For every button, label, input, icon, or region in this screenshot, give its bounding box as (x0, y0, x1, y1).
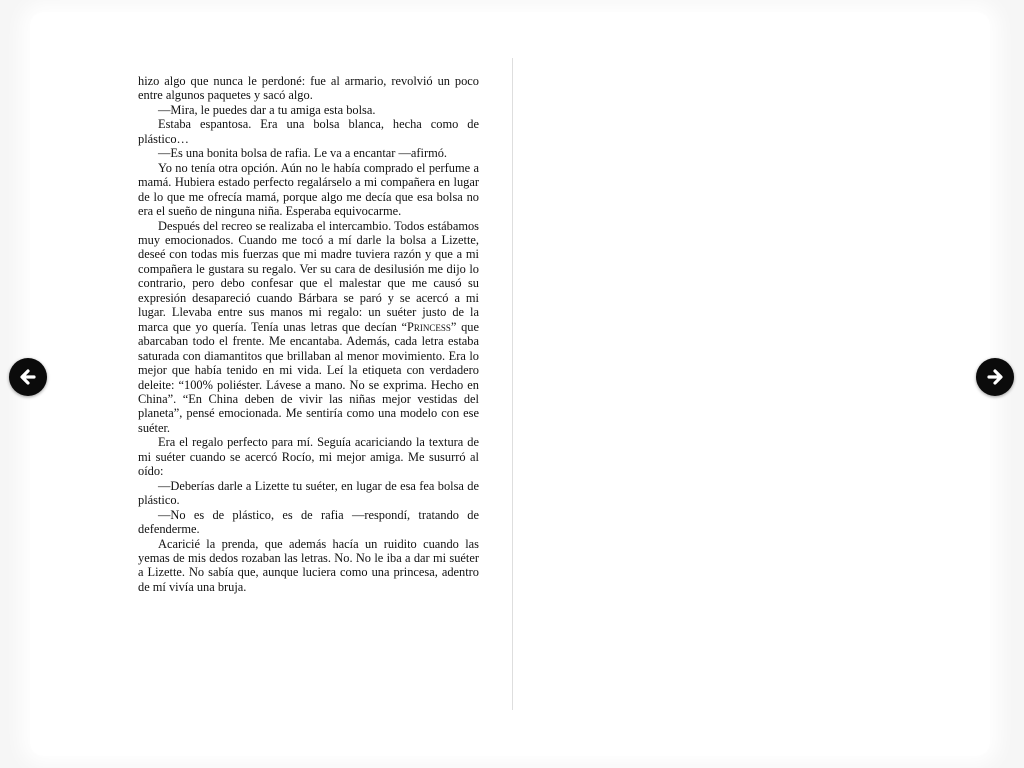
left-page (138, 74, 479, 594)
paragraph: Era el regalo perfecto para mí. Seguía acariciando la textura de mi suéter cuando se acercó Rocío, mi mejor amiga. Me susurró al oído: (138, 435, 479, 479)
paragraph: Acaricié la prenda, que además hacía un ruidito cuando las yemas de mis dedos rozaban las letras. No. No le iba a dar mi suéter a Lizette. No sabía que, aunque luciera como una princesa, adentro de mí vivía una bruja. (138, 536, 479, 594)
page-divider (512, 58, 513, 710)
paragraph-text: Después del recreo se realizaba el intercambio. Todos estábamos muy emocionados. Cuando me tocó a mí darle la bolsa a Lizette, deseé con todas mis fuerzas que mi madre tuviera razón y que a mi compañera le gustara su regalo. Ver su cara de desilusión me dijo lo contrario, pero debo confesar que el malestar que me causó su expresión desapareció cuando Bárbara se paró y se acercó a mi lugar. Llevaba entre sus manos mi regalo: un suéter justo de la marca que yo quería. Tenía unas letras que decían “ (138, 218, 479, 334)
paragraph (138, 219, 479, 436)
book-viewer (30, 12, 990, 756)
paragraph: Yo no tenía otra opción. Aún no le había comprado el perfume a mamá. Hubiera estado perfecto regalárselo a mi compañera en lugar de lo que me ofrecía mamá, porque algo me decía que esa bolsa no era el sueño de ninguna niña. Esperaba equivocarme. (138, 160, 479, 219)
brand-word: Princess (407, 319, 451, 334)
paragraph: —No es de plástico, es de rafia —respondí, tratando de defenderme. (138, 507, 479, 537)
arrow-right-icon (985, 367, 1005, 387)
paragraph: —Mira, le puedes dar a tu amiga esta bolsa. (158, 102, 376, 117)
paragraph-text: ” que abarcaban todo el frente. Me encantaba. Además, cada letra estaba saturada con diamantitos que brillaban al menor movimiento. Era lo mejor que había tenido en mi vida. Leí la etiqueta con verdadero deleite: “100% poliéster. Lávese a mano. No se exprima. Hecho en China”. “En China deben de vivir las niñas mejor vestidas del planeta”, pensé emocionada. Me sentiría como una modelo con ese suéter. (138, 319, 479, 435)
next-page-button[interactable] (976, 358, 1014, 396)
paragraph: —Es una bonita bolsa de rafia. Le va a encantar —afirmó. (158, 146, 447, 161)
arrow-left-icon (18, 367, 38, 387)
previous-page-button[interactable] (9, 358, 47, 396)
paragraph: hizo algo que nunca le perdoné: fue al armario, revolvió un poco entre algunos paquetes y sacó algo. (138, 74, 479, 103)
paragraph: —Deberías darle a Lizette tu suéter, en lugar de esa fea bolsa de plástico. (138, 478, 479, 508)
paragraph: Estaba espantosa. Era una bolsa blanca, hecha como de plástico… (138, 117, 479, 146)
